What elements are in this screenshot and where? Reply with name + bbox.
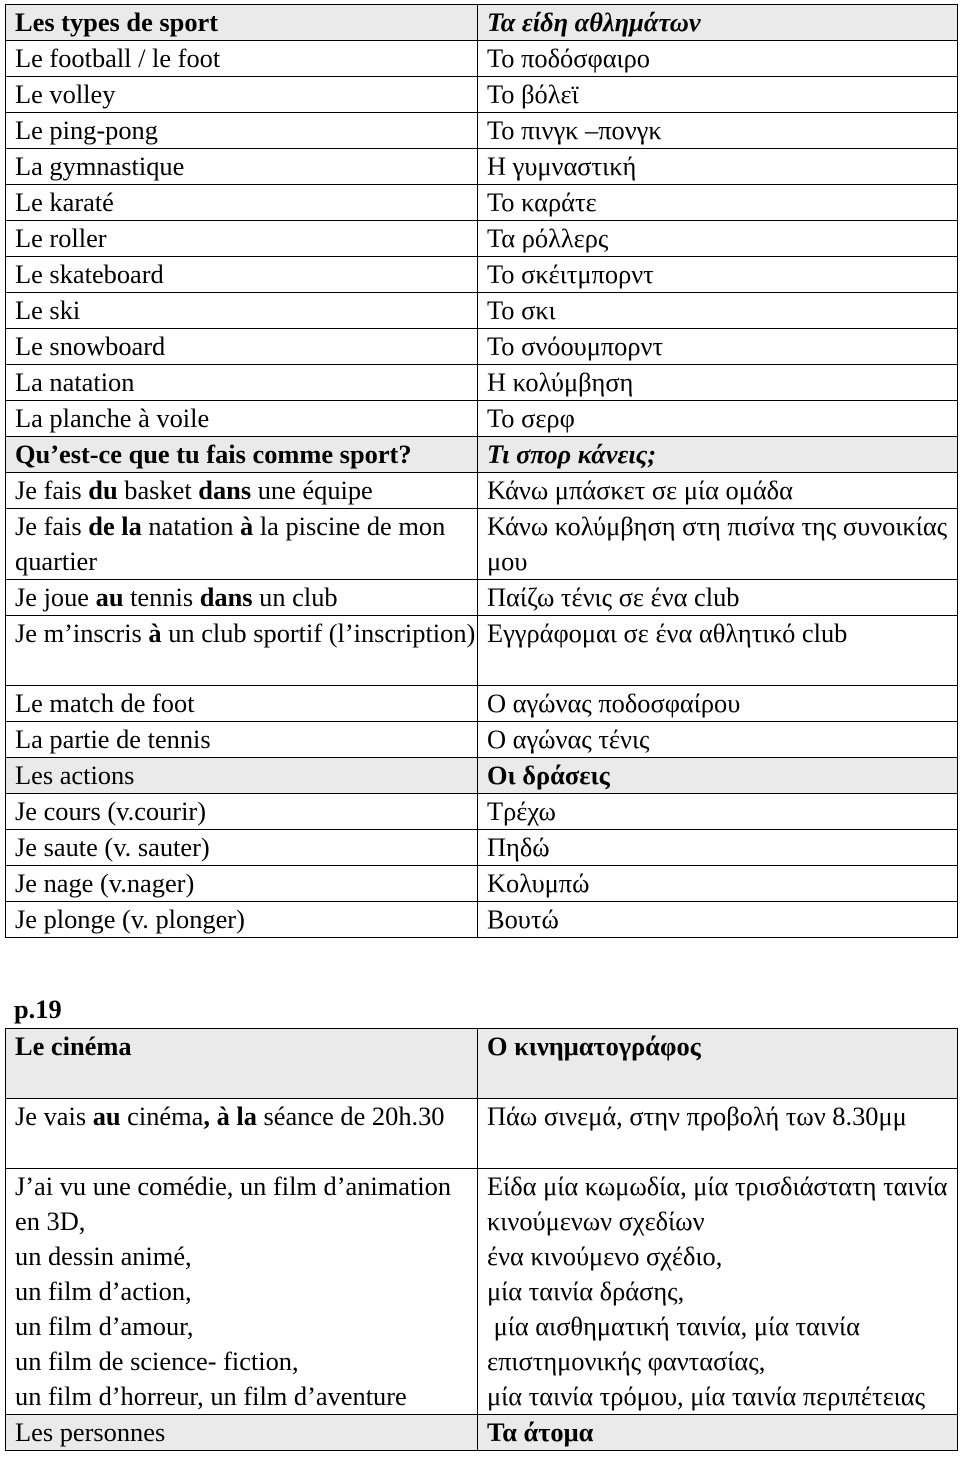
film-type-line: μία αισθηματική ταινία, μία ταινία επιστημονικής φαντασίας,: [487, 1311, 867, 1376]
phrase-el: Ο αγώνας τένις: [478, 722, 958, 758]
table-row: [6, 1099, 958, 1169]
sport-fr: Le ski: [6, 293, 478, 329]
header-el: Τα είδη αθλημάτων: [478, 5, 958, 41]
phrase-el: Εγγράφομαι σε ένα αθλητικό club: [478, 616, 958, 686]
phrase-el: Κάνω μπάσκετ σε μία ομάδα: [478, 473, 958, 509]
sports-vocabulary-table: [5, 4, 958, 938]
question-el: Τι σπορ κάνεις;: [478, 437, 958, 473]
cinema-header-el: Ο κινηματογράφος: [478, 1029, 958, 1099]
film-type-line: un film d’action,: [15, 1276, 192, 1306]
actions-header-el: Οι δράσεις: [478, 758, 958, 794]
table-row: [6, 509, 958, 580]
table-row: [6, 77, 958, 113]
table-row: [6, 257, 958, 293]
phrase-fr: La partie de tennis: [6, 722, 478, 758]
persons-header-fr: Les personnes: [6, 1415, 478, 1451]
sport-fr: Le skateboard: [6, 257, 478, 293]
table-row: [6, 365, 958, 401]
persons-header-row: [6, 1415, 958, 1451]
persons-header-el: Τα άτομα: [478, 1415, 958, 1451]
film-types-fr: [6, 1169, 478, 1415]
film-type-line: J’ai vu une comédie, un film d’animation en 3D,: [15, 1171, 452, 1236]
table-row: [6, 580, 958, 616]
sport-fr: Le roller: [6, 221, 478, 257]
film-type-line: un film de science- fiction,: [15, 1346, 299, 1376]
phrase-el: Παίζω τένις σε ένα club: [478, 580, 958, 616]
table-row: [6, 722, 958, 758]
sport-el: Το ποδόσφαιρο: [478, 41, 958, 77]
sport-fr: Le karaté: [6, 185, 478, 221]
table-row: [6, 902, 958, 938]
action-el: Πηδώ: [478, 830, 958, 866]
phrase-fr: Je joue au tennis dans un club: [6, 580, 478, 616]
film-type-line: un film d’horreur, un film d’aventure: [15, 1381, 407, 1411]
table-row: [6, 329, 958, 365]
table-row: [6, 866, 958, 902]
sport-fr: Le snowboard: [6, 329, 478, 365]
sport-fr: La gymnastique: [6, 149, 478, 185]
sport-el: Το καράτε: [478, 185, 958, 221]
table-header-row: [6, 1029, 958, 1099]
sport-fr: La natation: [6, 365, 478, 401]
phrase-fr: Je fais de la natation à la piscine de mon quartier: [6, 509, 478, 580]
cinema-header-fr: Le cinéma: [6, 1029, 478, 1099]
page-number: p.19: [14, 994, 62, 1024]
sport-fr: Le football / le foot: [6, 41, 478, 77]
cinema-phrase-el: Πάω σινεμά, στην προβολή των 8.30μμ: [478, 1099, 958, 1169]
sport-el: Το πινγκ –πονγκ: [478, 113, 958, 149]
phrase-el: Κάνω κολύμβηση στη πισίνα της συνοικίας μου: [478, 509, 958, 580]
table-row: [6, 1169, 958, 1415]
table-row: [6, 686, 958, 722]
sport-fr: Le ping-pong: [6, 113, 478, 149]
table-header-row: [6, 5, 958, 41]
cinema-phrase-fr: Je vais au cinéma, à la séance de 20h.30: [6, 1099, 478, 1169]
action-el: Κολυμπώ: [478, 866, 958, 902]
sport-el: Το σκι: [478, 293, 958, 329]
action-fr: Je saute (v. sauter): [6, 830, 478, 866]
table-row: [6, 113, 958, 149]
sport-fr: Le volley: [6, 77, 478, 113]
film-type-line: μία ταινία τρόμου, μία ταινία περιπέτειας: [487, 1381, 926, 1411]
actions-header-row: [6, 758, 958, 794]
table-row: [6, 616, 958, 686]
action-fr: Je cours (v.courir): [6, 794, 478, 830]
film-type-line: un dessin animé,: [15, 1241, 192, 1271]
table-row: [6, 221, 958, 257]
table-row: [6, 149, 958, 185]
sport-fr: La planche à voile: [6, 401, 478, 437]
table-row: [6, 185, 958, 221]
table-row: [6, 401, 958, 437]
sport-el: Η κολύμβηση: [478, 365, 958, 401]
film-type-line: μία ταινία δράσης,: [487, 1276, 685, 1306]
table-row: [6, 293, 958, 329]
phrase-fr: Le match de foot: [6, 686, 478, 722]
action-fr: Je nage (v.nager): [6, 866, 478, 902]
sport-el: Η γυμναστική: [478, 149, 958, 185]
phrase-fr: Je fais du basket dans une équipe: [6, 473, 478, 509]
action-el: Βουτώ: [478, 902, 958, 938]
sport-el: Το σκέιτμπορντ: [478, 257, 958, 293]
phrase-fr: Je m’inscris à un club sportif (l’inscription): [6, 616, 478, 686]
film-type-line: ένα κινούμενο σχέδιο,: [487, 1241, 723, 1271]
phrase-el: Ο αγώνας ποδοσφαίρου: [478, 686, 958, 722]
film-types-el: [478, 1169, 958, 1415]
sport-el: Το βόλεϊ: [478, 77, 958, 113]
table-row: [6, 41, 958, 77]
question-row: [6, 437, 958, 473]
sport-el: Το σνόουμπορντ: [478, 329, 958, 365]
actions-header-fr: Les actions: [6, 758, 478, 794]
table-row: [6, 794, 958, 830]
header-fr: Les types de sport: [6, 5, 478, 41]
action-el: Τρέχω: [478, 794, 958, 830]
sport-el: Το σερφ: [478, 401, 958, 437]
cinema-vocabulary-table: [5, 1028, 958, 1451]
table-row: [6, 473, 958, 509]
film-type-line: Είδα μία κωμωδία, μία τρισδιάστατη ταινία κινούμενων σχεδίων: [487, 1171, 948, 1236]
film-type-line: un film d’amour,: [15, 1311, 194, 1341]
table-row: [6, 830, 958, 866]
action-fr: Je plonge (v. plonger): [6, 902, 478, 938]
question-fr: Qu’est-ce que tu fais comme sport?: [6, 437, 478, 473]
sport-el: Τα ρόλλερς: [478, 221, 958, 257]
